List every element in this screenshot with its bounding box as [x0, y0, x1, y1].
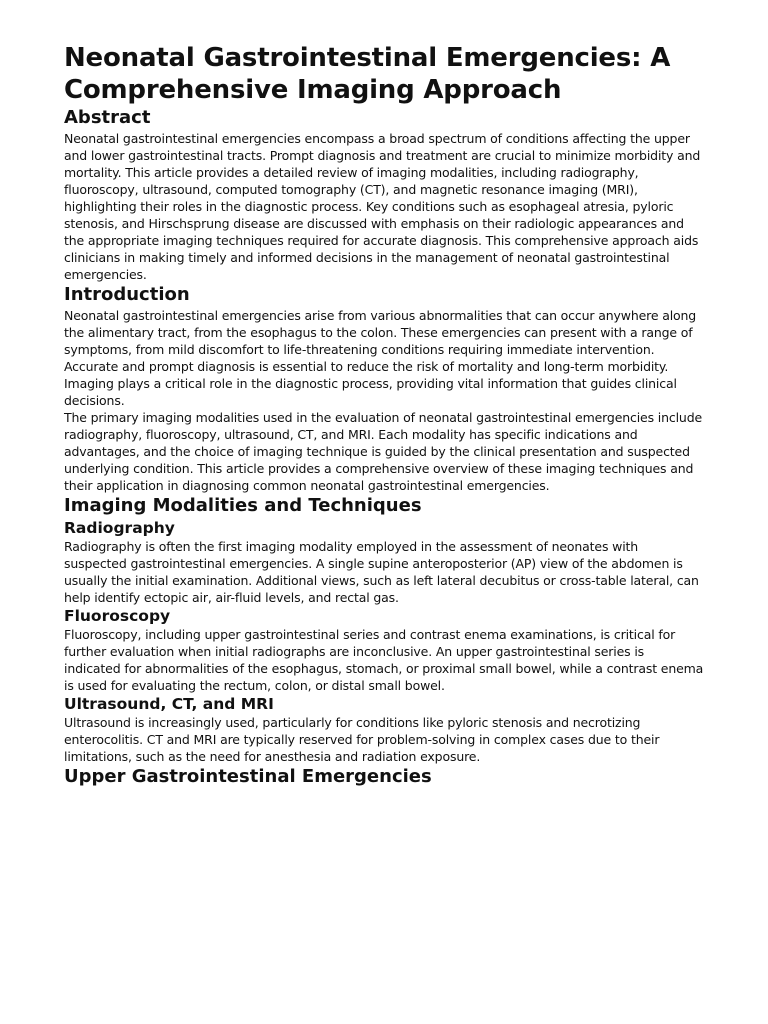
fluoroscopy-text: Fluoroscopy, including upper gastrointestinal series and contrast enema examinations, is critical for further evaluation when initial radiographs are inconclusive. An upper gastrointestinal series is indicated for abnormalities of the esophagus, stomach, or proximal small bowel, while a contrast enema is used for evaluating the rectum, colon, or distal small bowel. [64, 627, 704, 693]
introduction-paragraph: The primary imaging modalities used in the evaluation of neonatal gastrointestinal emergencies include radiography, fluoroscopy, ultrasound, CT, and MRI. Each modality has specific indications and advantages, and the choice of imaging technique is guided by the clinical presentation and suspected underlying condition. This article provides a comprehensive overview of these imaging techniques and their application in diagnosing common neonatal gastrointestinal emergencies. [64, 410, 703, 493]
fluoroscopy-heading: Fluoroscopy [64, 607, 171, 625]
radiography-text: Radiography is often the first imaging modality employed in the assessment of neonates with suspected gastrointestinal emergencies. A single supine anteroposterior (AP) view of the abdomen is usually the initial examination. Additional views, such as left lateral decubitus or cross-table lateral, can help identify ectopic air, air-fluid levels, and rectal gas. [64, 539, 699, 605]
abstract-heading: Abstract [64, 107, 151, 128]
radiography-heading: Radiography [64, 519, 175, 537]
abstract-text: Neonatal gastrointestinal emergencies encompass a broad spectrum of conditions affecting the upper and lower gastrointestinal tracts. Prompt diagnosis and treatment are crucial to minimize morbidity and mortality. This article provides a detailed review of imaging modalities, including radiography, fluoroscopy, ultrasound, computed tomography (CT), and magnetic resonance imaging (MRI), highlighting their roles in the diagnostic process. Key conditions such as esophageal atresia, pyloric stenosis, and Hirschsprung disease are discussed with emphasis on their radiologic appearances and the appropriate imaging techniques required for accurate diagnosis. This comprehensive approach aids clinicians in making timely and informed decisions in the management of neonatal gastrointestinal emergencies. [64, 131, 701, 282]
introduction-paragraph: Neonatal gastrointestinal emergencies arise from various abnormalities that can occur anywhere along the alimentary tract, from the esophagus to the colon. These emergencies can present with a range of symptoms, from mild discomfort to life-threatening conditions requiring immediate intervention. Accurate and prompt diagnosis is essential to reduce the risk of mortality and long-term morbidity. Imaging plays a critical role in the diagnostic process, providing vital information that guides clinical decisions. [64, 308, 697, 408]
ultrasound-ct-mri-heading: Ultrasound, CT, and MRI [64, 695, 274, 713]
imaging-modalities-heading: Imaging Modalities and Techniques [64, 495, 422, 516]
document-title: Neonatal Gastrointestinal Emergencies: A Comprehensive Imaging Approach [64, 43, 671, 105]
upper-gi-heading: Upper Gastrointestinal Emergencies [64, 766, 432, 787]
introduction-heading: Introduction [64, 284, 190, 305]
ultrasound-ct-mri-text: Ultrasound is increasingly used, particularly for conditions like pyloric stenosis and necrotizing enterocolitis. CT and MRI are typically reserved for problem-solving in complex cases due to their limitations, such as the need for anesthesia and radiation exposure. [64, 715, 660, 764]
